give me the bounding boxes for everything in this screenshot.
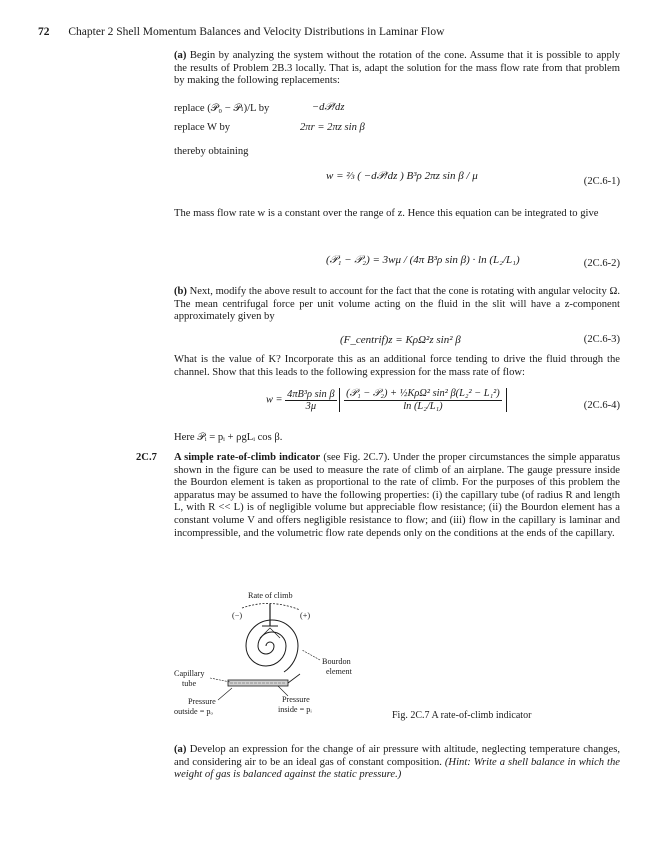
eq4-bracket-numerator: (𝒫₁ − 𝒫₂) + ½KρΩ² sin² β(L₂² − L₁²) bbox=[346, 388, 500, 399]
fig-label-bourdon: Bourdon bbox=[322, 657, 351, 666]
fig-label-element: element bbox=[326, 667, 352, 676]
bourdon-spiral bbox=[246, 620, 298, 672]
tube-connection bbox=[288, 674, 300, 683]
page-number: 72 bbox=[38, 26, 50, 38]
running-title: Chapter 2 Shell Momentum Balances and Velocity Distributions in Laminar Flow bbox=[68, 26, 445, 38]
k-paragraph bbox=[174, 354, 620, 379]
fig-label-pressure-inside: Pressure bbox=[282, 695, 310, 704]
replacement-row-2-right bbox=[300, 122, 365, 133]
eq4-coefficient bbox=[285, 389, 336, 412]
mass-flow-text: The mass flow rate w is a constant over the range of z. Hence this equation can be integrated to give bbox=[174, 208, 599, 219]
replacement-1-right: −d𝒫/dz bbox=[312, 102, 345, 113]
problem-2c7-paragraph bbox=[174, 452, 620, 540]
fig-label-tube: tube bbox=[182, 679, 197, 688]
outside-leader bbox=[218, 688, 232, 700]
eq4-coef-denominator: 3μ bbox=[305, 400, 317, 412]
part-a2-paragraph bbox=[174, 744, 620, 782]
replacement-2-left: replace W by bbox=[174, 122, 231, 133]
page-header bbox=[38, 26, 444, 38]
equation-2c6-1 bbox=[326, 170, 478, 183]
fig-label-inside-value: inside = pᵢ bbox=[278, 705, 312, 714]
replacement-1-left: replace (𝒫₀ − 𝒫ₗ)/L by bbox=[174, 103, 270, 114]
equation-2c6-4 bbox=[266, 388, 507, 412]
eq4-bracket-denominator: ln (L₂/L₁) bbox=[403, 401, 443, 412]
k-text: What is the value of K? Incorporate this as an additional force tending to drive the fluid through the channel. Show that this leads to the following expression for the mass rate of flow: bbox=[174, 354, 620, 378]
problem-2c7-title: A simple rate-of-climb indicator bbox=[174, 452, 321, 463]
replacement-row-2 bbox=[174, 122, 230, 133]
eq4-abs-bracket bbox=[339, 388, 507, 412]
part-a-text: Begin by analyzing the system without the rotation of the cone. Assume that it is possible to apply the results of Problem 2B.3 locally. That is, adapt the solution for the mass flow rate from that problem by making the following replacements: bbox=[174, 50, 620, 87]
equation-number-2c6-4: (2C.6-4) bbox=[583, 400, 620, 411]
fig-label-plus: (+) bbox=[300, 611, 311, 620]
eq4-bracket-fraction bbox=[344, 388, 502, 412]
replacement-row-1-right bbox=[312, 102, 344, 114]
fig-label-pressure-outside: Pressure bbox=[188, 697, 216, 706]
equation-2c6-3-text: (F_centrif)z = KρΩ²z sin² β bbox=[340, 334, 461, 346]
part-a-paragraph bbox=[174, 50, 620, 88]
fig-label-rate-of-climb: Rate of climb bbox=[248, 591, 293, 600]
part-b-paragraph bbox=[174, 286, 620, 324]
fig-label-minus: (−) bbox=[232, 611, 243, 620]
equation-2c6-1-text: w = ⅔ ( −d𝒫/dz ) B³ρ 2πz sin β / μ bbox=[326, 170, 478, 182]
equation-2c6-3 bbox=[340, 334, 461, 346]
fig-label-capillary: Capillary bbox=[174, 669, 205, 678]
part-b-text: Next, modify the above result to account for the fact that the cone is rotating with angular velocity Ω. The mean centrifugal force per unit volume acting on the fluid in the slit will have a z-component approximately given by bbox=[174, 286, 620, 323]
part-a-label: (a) bbox=[174, 50, 187, 61]
part-a2-label: (a) bbox=[174, 744, 187, 755]
equation-number-2c6-1: (2C.6-1) bbox=[583, 176, 620, 187]
mass-flow-paragraph bbox=[174, 208, 620, 221]
eq4-prefix: w = bbox=[266, 394, 283, 406]
replacement-row-1 bbox=[174, 102, 269, 115]
part-a2-text: Develop an expression for the change of air pressure with altitude, neglecting temperature changes, and considering air to be an ideal gas of constant composition. bbox=[174, 744, 620, 768]
equation-number-2c6-2: (2C.6-2) bbox=[583, 258, 620, 269]
bourdon-leader bbox=[302, 650, 320, 660]
rate-of-climb-figure bbox=[170, 588, 382, 728]
part-a2-hint: (Hint: Write a shell balance in which the weight of gas is balanced against the static pressure.) bbox=[174, 756, 621, 781]
thereby-label: thereby obtaining bbox=[174, 146, 249, 157]
problem-number: 2C.7 bbox=[136, 452, 157, 463]
thereby-text bbox=[174, 146, 248, 157]
capillary-leader bbox=[210, 678, 230, 682]
equation-number-2c6-3: (2C.6-3) bbox=[583, 334, 620, 345]
fig-label-outside-value: outside = pₒ bbox=[174, 707, 213, 716]
figure-caption: Fig. 2C.7 A rate-of-climb indicator bbox=[392, 710, 532, 721]
equation-2c6-2 bbox=[326, 254, 520, 267]
equation-2c6-2-text: (𝒫₁ − 𝒫₂) = 3wμ / (4π B³ρ sin β) · ln (L₂/L₁) bbox=[326, 254, 520, 266]
here-line bbox=[174, 432, 620, 445]
eq4-coef-numerator: 4πB³ρ sin β bbox=[287, 388, 335, 400]
problem-2c7-text: (see Fig. 2C.7). Under the proper circumstances the simple apparatus shown in the figure can be used to measure the rate of climb of an airplane. The gauge pressure inside the Bourdon element is taken as proportional to the rate of climb. For the purposes of this problem the apparatus may be assumed to have the following properties: (i) the capillary tube (of radius R and length L, with R << L) is of negligible volume but appreciable flow resistance; (ii) the Bourdon element has a constant volume V and offers negligible resistance to flow; and (iii) flow in the capillary is laminar and incompressible, and the volumetric flow rate depends only on the conditions at the ends of the capillary. bbox=[174, 452, 620, 539]
part-b-label: (b) bbox=[174, 286, 187, 297]
here-text: Here 𝒫ᵢ = pᵢ + ρgLᵢ cos β. bbox=[174, 432, 283, 443]
dial-arc bbox=[242, 603, 300, 610]
replacement-2-right: 2πr = 2πz sin β bbox=[300, 122, 365, 133]
